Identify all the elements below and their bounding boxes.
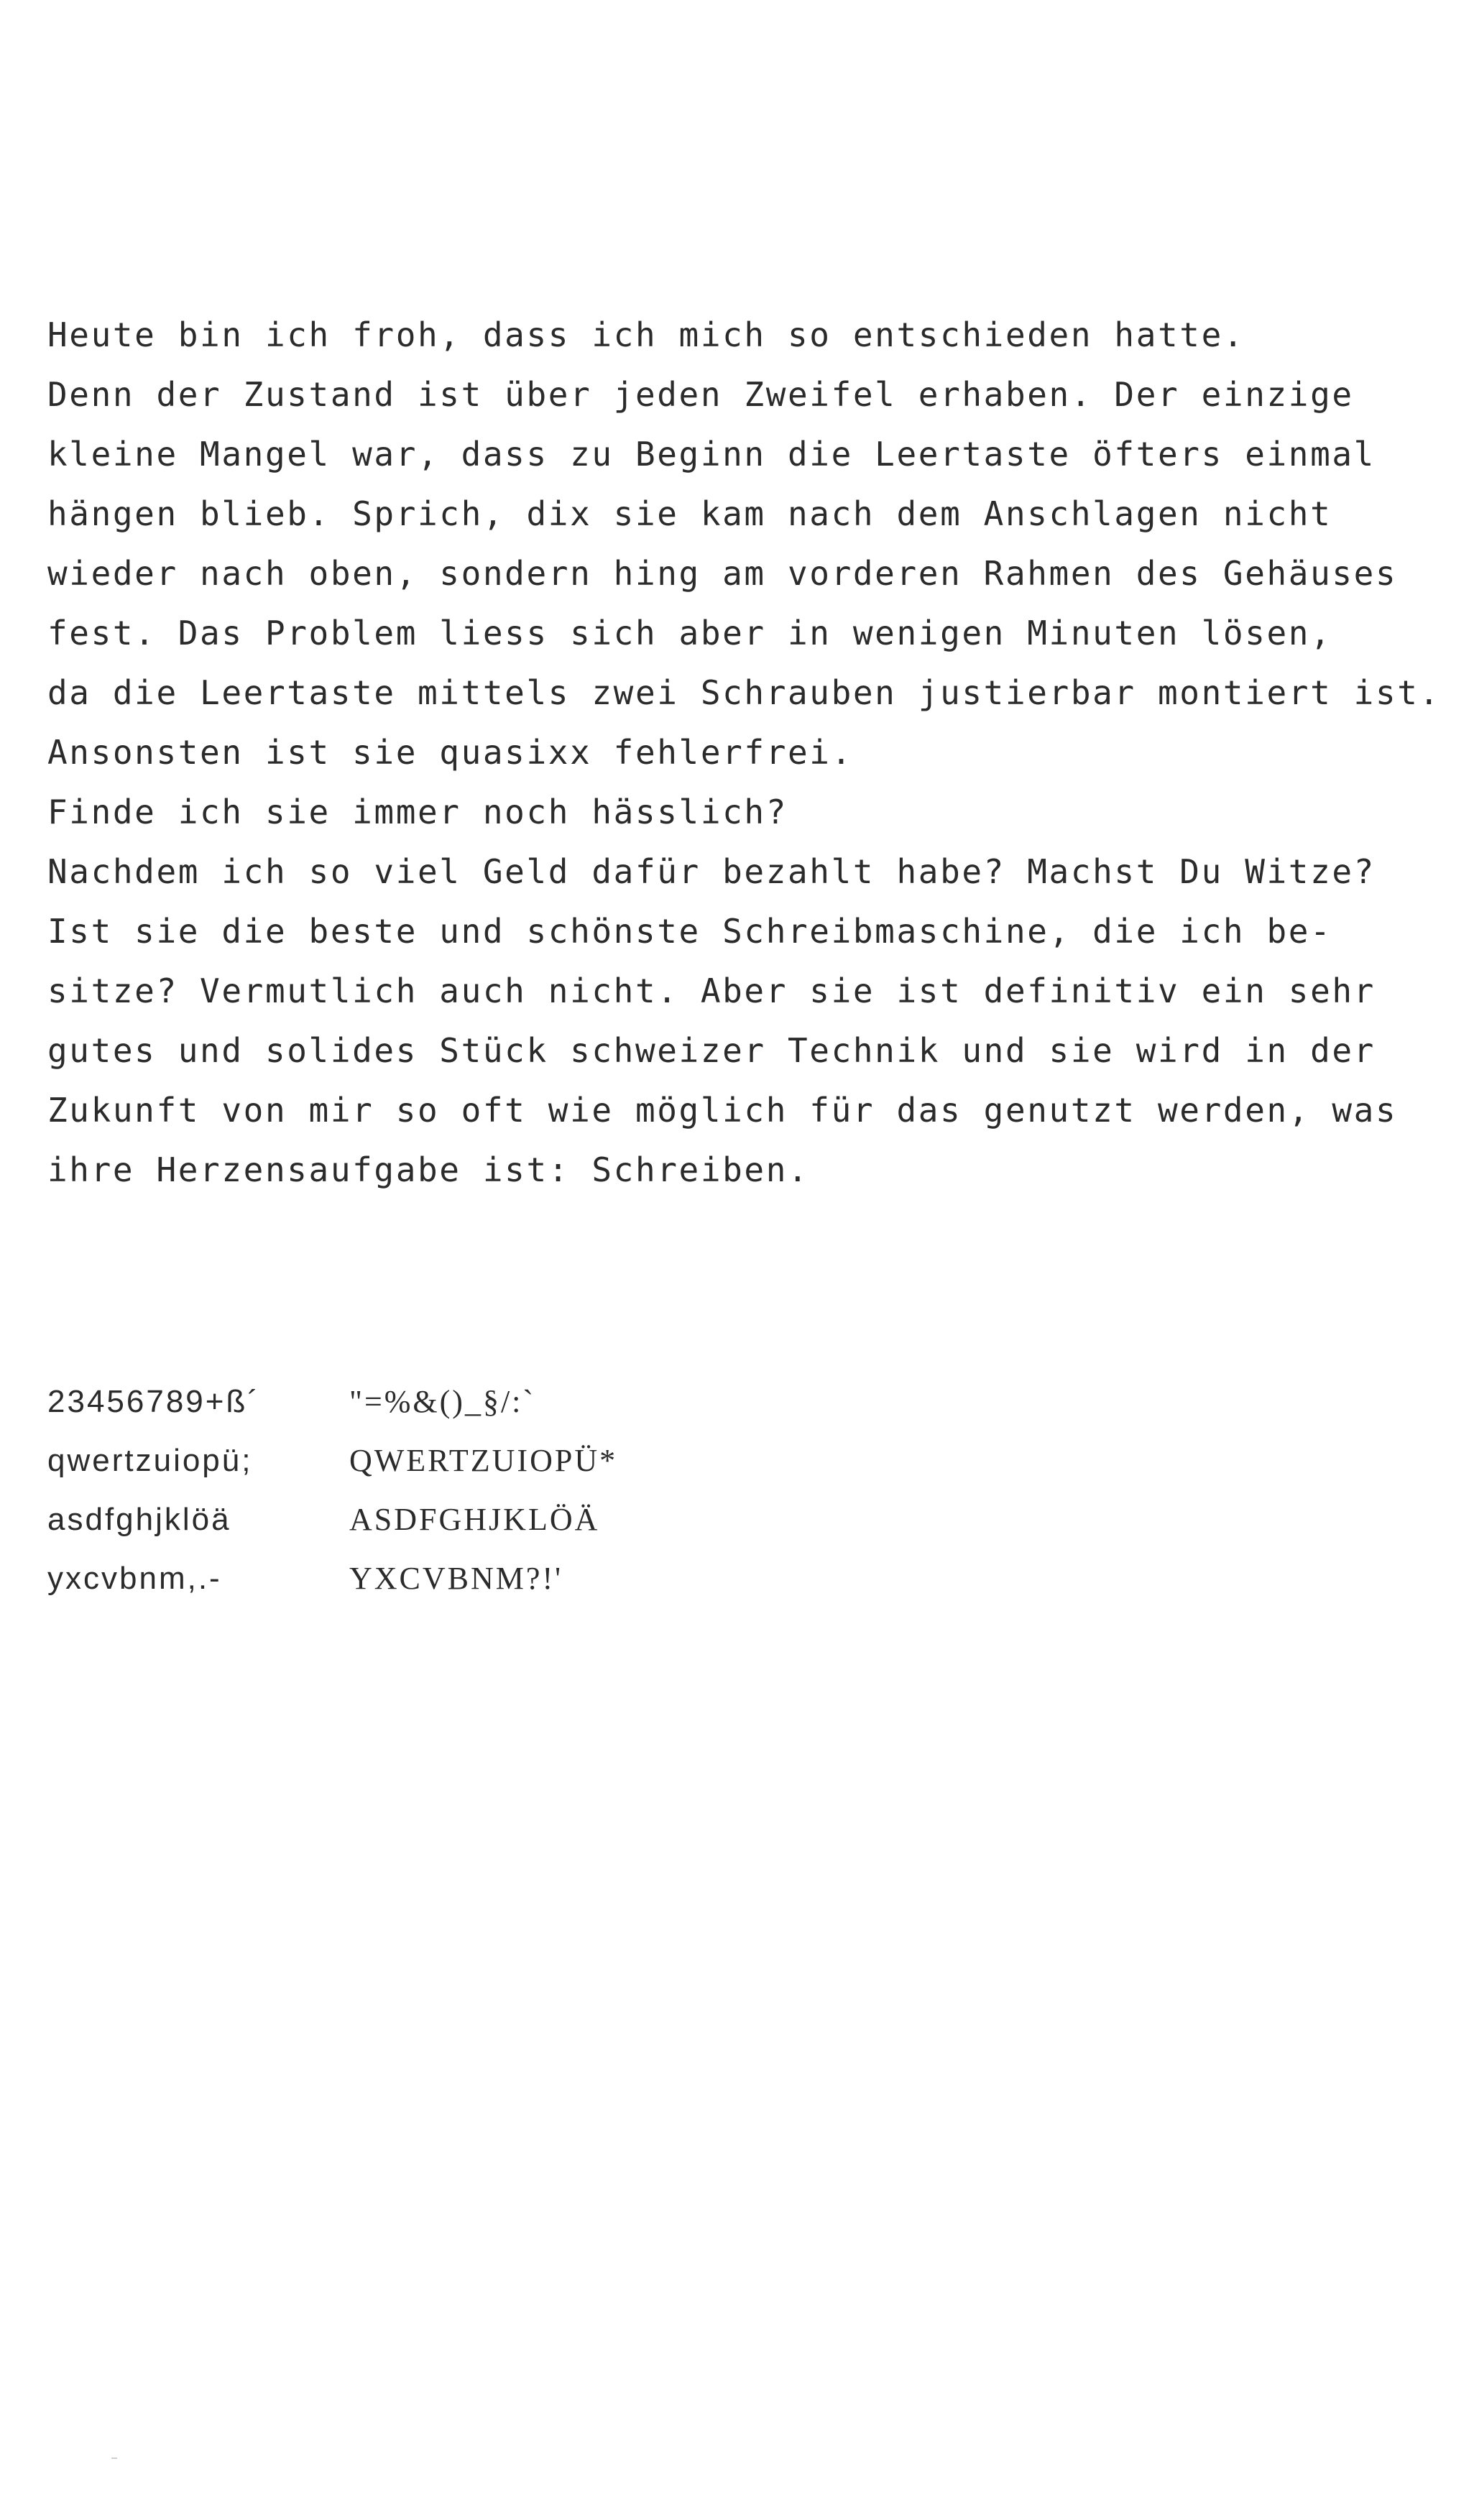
keyboard-row [47,1431,766,1490]
text-line: Ist sie die beste und schönste Schreibmaschine, die ich be- [47,912,1332,951]
text-line: Finde ich sie immer noch hässlich? [47,793,788,831]
keyboard-row-uppercase: QWERTZUIOPÜ* [349,1443,618,1478]
text-line: fest. Das Problem liess sich aber in wenigen Minuten lösen, [47,614,1332,652]
text-line: wieder nach oben, sondern hing am vorderen Rahmen des Gehäuses [47,554,1398,593]
text-line: sitze? Vermutlich auch nicht. Aber sie ist definitiv ein sehr [47,971,1376,1010]
text-line: Zukunft von mir so oft wie möglich für das genutzt werden, was [47,1091,1398,1130]
keyboard-row [47,1490,766,1549]
keyboard-row-uppercase: "=%&()_§/:` [349,1384,536,1419]
keyboard-row [47,1549,766,1608]
keyboard-row-lowercase: yxcvbnm,.- [47,1561,222,1596]
text-line: da die Leertaste mittels zwei Schrauben justierbar montiert ist. [47,673,1441,712]
keyboard-row-lowercase: 23456789+ß´ [47,1384,260,1419]
text-line: hängen blieb. Sprich, dix sie kam nach dem Anschlagen nicht [47,494,1332,533]
text-line: Nachdem ich so viel Geld dafür bezahlt habe? Machst Du Witze? [47,852,1376,891]
text-line: Ansonsten ist sie quasixx fehlerfrei. [47,733,853,772]
text-line: kleine Mangel war, dass zu Beginn die Leertaste öfters einmal [47,435,1376,474]
keyboard-row-lowercase: qwertzuiopü; [47,1443,253,1478]
text-line: gutes und solides Stück schweizer Technik und sie wird in der [47,1031,1376,1070]
text-line: Denn der Zustand ist über jeden Zweifel erhaben. Der einzige [47,375,1354,414]
keyboard-character-sample [47,1372,766,1608]
keyboard-row [47,1372,766,1431]
text-line: Heute bin ich froh, dass ich mich so entschieden hatte. [47,315,1245,354]
keyboard-row-uppercase: YXCVBNM?!' [349,1561,563,1596]
body-text [47,305,1449,1200]
keyboard-row-lowercase: asdfghjklöä [47,1502,231,1537]
paper-speck [111,2457,117,2459]
keyboard-row-uppercase: ASDFGHJKLÖÄ [349,1502,600,1537]
text-line: ihre Herzensaufgabe ist: Schreiben. [47,1150,810,1189]
